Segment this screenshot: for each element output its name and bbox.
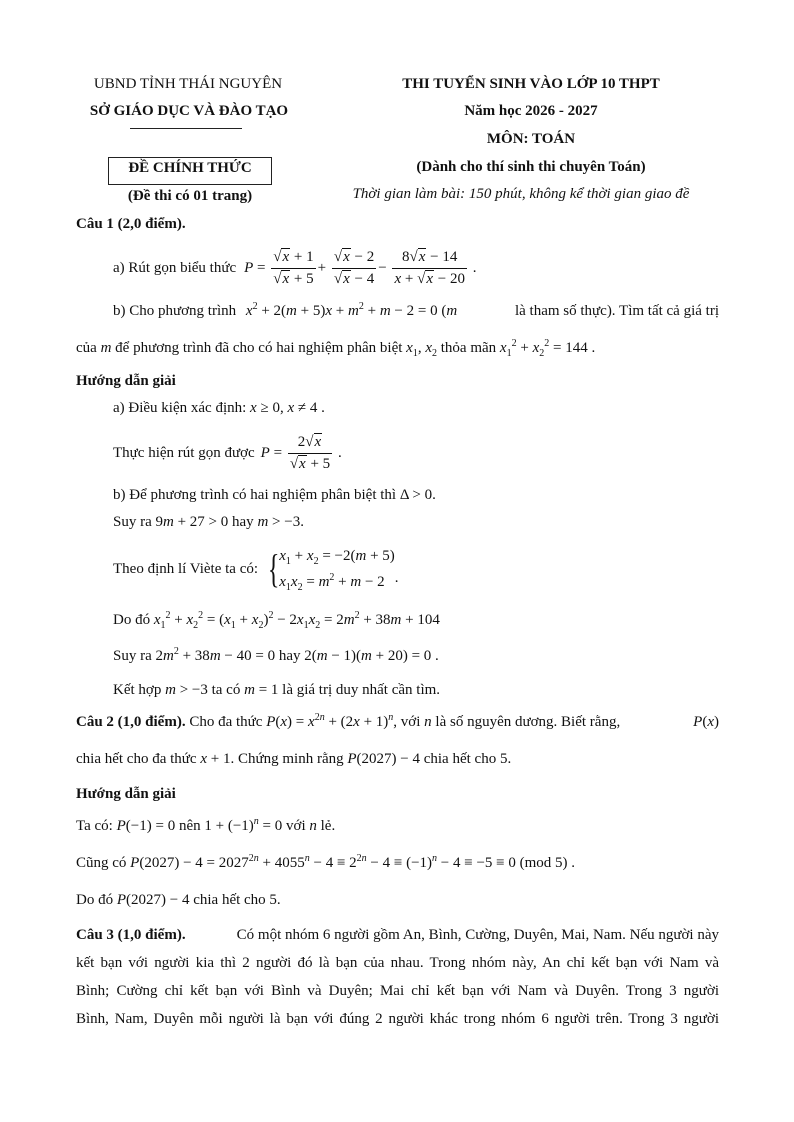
sol2-l3-a: Do đó — [76, 892, 114, 908]
q2-line2-b: . Chứng minh rằng — [230, 751, 344, 767]
sol1-b-cond-text: b) Để phương trình có hai nghiệm phân biệt thì — [113, 487, 397, 503]
sol1-a-result-text: Thực hiện rút gọn được — [113, 444, 255, 461]
q2-line1: Câu 2 (1,0 điểm). Cho đa thức $P(x) = x^{2n} + (2x + 1)^n$, với n là số nguyên dương. Biết rằng, P(x) — [76, 712, 719, 730]
q1b-line2-prefix: của — [76, 340, 97, 356]
audience-note: (Dành cho thí sinh thi chuyên Toán) — [416, 159, 646, 175]
sol2-l1-c: với — [286, 818, 306, 834]
sol1-combine-pre: Kết hợp — [113, 682, 162, 698]
q1b-equation: $x^2 + 2(m + 5)x + m^2 + m - 2 = 0$ (m — [245, 301, 458, 319]
sol1-b-then-text: Suy ra — [113, 514, 152, 530]
sol2-l1-d: lẻ. — [320, 818, 336, 834]
sol1-heading: Hướng dẫn giải — [76, 373, 176, 389]
issuer-department: SỞ GIÁO DỤC VÀ ĐÀO TẠO — [89, 103, 289, 119]
q2-text2: , với — [393, 714, 421, 730]
sol2-line1: Ta có: P(−1) = 0 nên $1 + (-1)^n = 0$ với n lẻ. — [76, 816, 336, 834]
q3-title: Câu 3 (1,0 điểm). — [76, 927, 186, 943]
exam-title: THI TUYỂN SINH VÀO LỚP 10 THPT — [402, 76, 660, 92]
sol2-l1-b: nên — [178, 818, 201, 834]
q3-line4: Bình, Nam, Duyên mỗi người là bạn với đúng 2 người khác trong nhóm 6 người trên. Trong 3 người — [76, 1011, 719, 1027]
issuer-authority: UBND TỈNH THÁI NGUYÊN — [93, 76, 283, 92]
q1b-line2: của m để phương trình đã cho có hai nghiệm phân biệt $x_1$, $x_2$ thỏa mãn $x_1^2 + x_2^2 = 144$ . — [76, 338, 596, 359]
pages-note: (Đề thi có 01 trang) — [127, 188, 253, 204]
sol2-line3: Do đó P(2027) − 4 chia hết cho 5. — [76, 892, 281, 908]
sol1-viete: Theo định lí Viète ta có: { $x_1 + x_2 = -2(m + 5)$ $x_1x_2 = m^2 + m - 2$ . — [113, 546, 399, 593]
sol1-conclusion: Kết hợp m > −3 ta có m = 1 là giá trị duy nhất cần tìm. — [113, 682, 441, 698]
q1a-formula: P = $\frac{√x + 1}{√x + 5}$ + $\frac{√x - 2}{√x - 4}$ − $\frac{8√x - 14}{x + √x - 20}$ . — [244, 248, 477, 287]
q3-line1-text: Có một nhóm 6 người gồm An, Bình, Cường, Duyên, Mai, Nam. Nếu người này — [236, 927, 719, 943]
sol1-factor: Suy ra $2m^2 + 38m - 40 = 0$ hay 2(m − 1)(m + 20) = 0 . — [113, 646, 439, 664]
sol1-a-cond-text: a) Điều kiện xác định: — [113, 400, 247, 416]
sol1-a-result: Thực hiện rút gọn được P = $\frac{2√x}{√x + 5}$ . — [113, 433, 342, 472]
q1b-mid: là tham số thực). Tìm tất cả giá trị — [514, 303, 719, 319]
sol1-b-then-hay: hay — [232, 514, 254, 530]
sol1-suyra2-text: Suy ra — [113, 648, 152, 664]
sol1-a-condition: a) Điều kiện xác định: x ≥ 0, x ≠ 4 . — [113, 400, 325, 416]
official-label: ĐỀ CHÍNH THỨC — [128, 160, 252, 176]
time-note: Thời gian làm bài: 150 phút, không kể thời gian giao đề — [352, 186, 690, 202]
header-divider — [130, 128, 242, 129]
q2-text3: là số nguyên dương. Biết rằng, — [435, 714, 621, 730]
sol1-doдо-text: Do đó — [113, 612, 151, 628]
sol2-l2-a: Cũng có — [76, 855, 127, 871]
q1-title: Câu 1 (2,0 điểm). — [76, 216, 186, 232]
sol1-sum-squares: Do đó $x_1^2 + x_2^2 = (x_1 + x_2)^2 - 2x_1x_2 = 2m^2 + 38m + 104$ — [113, 610, 440, 631]
q3-line2: kết bạn với người kia thì 2 người đó là bạn của nhau. Trong nhóm này, An chỉ kết bạn với Nam và — [76, 955, 719, 971]
q2-line2-a: chia hết cho đa thức — [76, 751, 197, 767]
subject: MÔN: TOÁN — [486, 131, 576, 147]
sol2-line2: Cũng có $P(2027) - 4 = 2027^{2n} + 4055^n - 4 \equiv 2^{2n} - 4 \equiv (-1)^n - 4 \equiv -5 \equiv 0$ (mod 5) . — [76, 853, 576, 871]
sol1-b-then: Suy ra 9m + 27 > 0 hay m > −3. — [113, 514, 304, 530]
q1a-statement — [113, 245, 476, 291]
q2-line2-c: chia hết cho 5. — [423, 751, 512, 767]
q1b-prefix: b) Cho phương trình — [113, 303, 237, 319]
q2-title: Câu 2 (1,0 điểm). — [76, 714, 186, 730]
sol1-hay2-text: hay — [278, 648, 301, 664]
sol2-l3-b: chia hết cho 5. — [193, 892, 281, 908]
sol1-b-condition: b) Để phương trình có hai nghiệm phân biệt thì Δ > 0. — [113, 487, 436, 503]
q3-line3: Bình; Cường chỉ kết bạn với Bình và Duyên; Mai chỉ kết bạn với Nam và Duyên. Trong 3 người — [76, 983, 719, 999]
q3-line1 — [76, 927, 719, 944]
q1b-line2-mid: để phương trình đã cho có hai nghiệm phân biệt — [115, 340, 403, 356]
school-year: Năm học 2026 - 2027 — [464, 103, 598, 119]
q1b-line1 — [113, 303, 719, 320]
sol1-combine-end: là giá trị duy nhất cần tìm. — [282, 682, 441, 698]
sol1-viete-text: Theo định lí Viète ta có: — [113, 560, 259, 577]
q2-text1: Cho đa thức — [189, 714, 263, 730]
q2-line2: chia hết cho đa thức x + 1. Chứng minh rằng P(2027) − 4 chia hết cho 5. — [76, 751, 512, 767]
sol2-heading: Hướng dẫn giải — [76, 786, 176, 802]
q1a-prefix: a) Rút gọn biểu thức — [113, 259, 237, 276]
sol2-l1-a: Ta có: — [76, 818, 113, 834]
q1b-line2-end: thỏa mãn — [440, 340, 497, 356]
sol1-combine-mid: ta có — [211, 682, 241, 698]
